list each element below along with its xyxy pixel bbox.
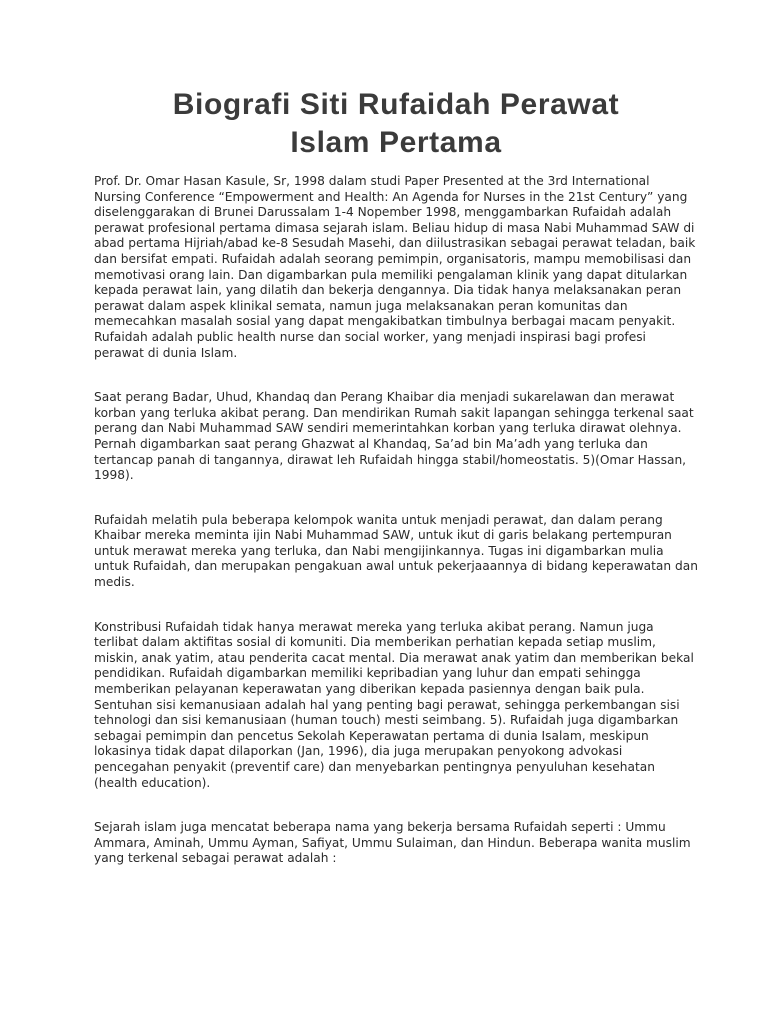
- paragraph-2: Saat perang Badar, Uhud, Khandaq dan Perang Khaibar dia menjadi sukarelawan dan merawat korban yang terluka akibat perang. Dan mendirikan Rumah sakit lapangan sehingga terkenal saat perang dan Nabi Muhammad SAW sendiri memerintahkan korban yang terluka dirawat olehnya. Pernah digambarkan saat perang Ghazwat al Khandaq, Sa’ad bin Ma’adh yang terluka dan tertancap panah di tangannya, dirawat leh Rufaidah hingga stabil/homeostatis. 5)(Omar Hassan, 1998).: [94, 390, 694, 483]
- paragraph-5: Sejarah islam juga mencatat beberapa nama yang bekerja bersama Rufaidah seperti : Ummu Ammara, Aminah, Ummu Ayman, Safiyat, Ummu Sulaiman, dan Hindun. Beberapa wanita muslim yang terkenal sebagai perawat adalah :: [94, 820, 691, 866]
- title-line-1: Biografi Siti Rufaidah Perawat: [172, 88, 620, 121]
- paragraph-4: Konstribusi Rufaidah tidak hanya merawat mereka yang terluka akibat perang. Namun juga terlibat dalam aktifitas sosial di komuniti. Dia memberikan perhatian kepada setiap muslim, miskin, anak yatim, atau penderita cacat mental. Dia merawat anak yatim dan memberikan bekal pendidikan. Rufaidah digambarkan memiliki kepribadian yang luhur dan empati sehingga memberikan pelayanan keperawatan yang diberikan kepada pasiennya dengan baik pula. Sentuhan sisi kemanusiaan adalah hal yang penting bagi perawat, sehingga perkembangan sisi tehnologi dan sisi kemanusiaan (human touch) mesti seimbang. 5). Rufaidah juga digambarkan sebagai pemimpin dan pencetus Sekolah Keperawatan pertama di dunia Isalam, meskipun lokasinya tidak dapat dilaporkan (Jan, 1996), dia juga merupakan penyokong advokasi pencegahan penyakit (preventif care) dan menyebarkan pentingnya penyuluhan kesehatan (health education).: [94, 619, 694, 790]
- page-title: [94, 86, 698, 162]
- paragraph-1: Prof. Dr. Omar Hasan Kasule, Sr, 1998 dalam studi Paper Presented at the 3rd International Nursing Conference “Empowerment and Health: An Agenda for Nurses in the 21st Century” yang diselenggarakan di Brunei Darussalam 1-4 Nopember 1998, menggambarkan Rufaidah adalah perawat profesional pertama dimasa sejarah islam. Beliau hidup di masa Nabi Muhammad SAW di abad pertama Hijriah/abad ke-8 Sesudah Masehi, dan diilustrasikan sebagai perawat teladan, baik dan bersifat empati. Rufaidah adalah seorang pemimpin, organisatoris, mampu memobilisasi dan memotivasi orang lain. Dan digambarkan pula memiliki pengalaman klinik yang dapat ditularkan kepada perawat lain, yang dilatih dan bekerja dengannya. Dia tidak hanya melaksanakan peran perawat dalam aspek klinikal semata, namun juga melaksanakan peran komunitas dan memecahkan masalah sosial yang dapat mengakibatkan timbulnya berbagai macam penyakit. Rufaidah adalah public health nurse dan social worker, yang menjadi inspirasi bagi profesi perawat di dunia Islam.: [94, 174, 696, 360]
- paragraph-3: Rufaidah melatih pula beberapa kelompok wanita untuk menjadi perawat, dan dalam perang Khaibar mereka meminta ijin Nabi Muhammad SAW, untuk ikut di garis belakang pertempuran untuk merawat mereka yang terluka, dan Nabi mengijinkannya. Tugas ini digambarkan mulia untuk Rufaidah, dan merupakan pengakuan awal untuk pekerjaaannya di bidang keperawatan dan medis.: [94, 512, 698, 590]
- title-line-2: Islam Pertama: [290, 126, 502, 159]
